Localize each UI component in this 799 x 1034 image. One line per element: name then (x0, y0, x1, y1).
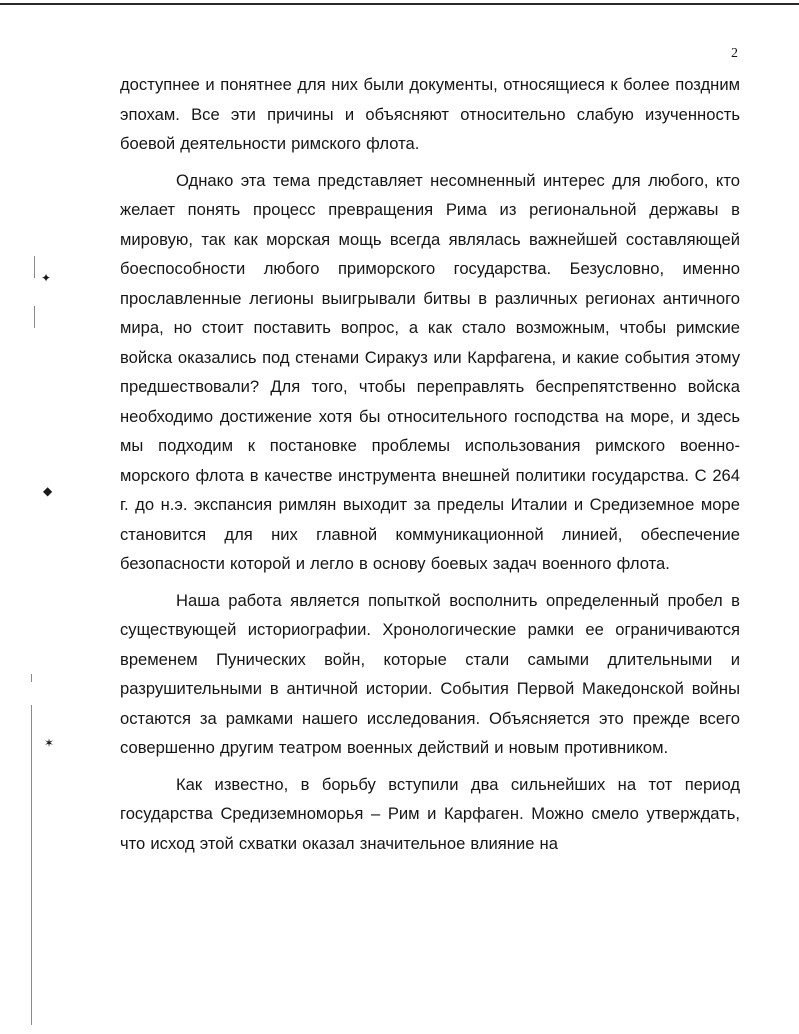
scan-margin-line (34, 256, 35, 278)
paragraph-continued: доступнее и понятнее для них были документы, относящиеся к более поздним эпохам. Все эти причины и объясняют относительно слабую изученность боевой деятельности римского флота. (120, 75, 740, 153)
document-body (120, 70, 740, 858)
scan-margin-line (34, 306, 35, 328)
paragraph: Как известно, в борьбу вступили два сильнейших на тот период государства Средиземноморья – Рим и Карфаген. Можно смело утверждать, что исход этой схватки оказал значительное влияние на (120, 774, 740, 853)
scan-artifact-mark: ✶ (44, 736, 55, 750)
top-border-line (0, 3, 799, 5)
scan-margin-line (31, 674, 32, 682)
scan-artifact-mark: ◆ (43, 484, 53, 498)
paragraph: Наша работа является попыткой восполнить определенный пробел в существующей историографии. Хронологические рамки ее ограничиваются временем Пунических войн, которые стали самыми длительными и разрушительными в античной истории. События Первой Македонской войны остаются за рамками нашего исследования. Объясняется это прежде всего совершенно другим театром военных действий и новым противником. (120, 590, 740, 757)
scan-artifact-mark: ✦ (41, 271, 52, 285)
scan-margin-line (31, 705, 32, 1025)
page-number: 2 (731, 46, 738, 61)
paragraph: Однако эта тема представляет несомненный интерес для любого, кто желает понять процесс превращения Рима из региональной державы в мировую, так как морская мощь всегда являлась важнейшей составляющей боеспособности любого приморского государства. Безусловно, именно прославленные легионы выигрывали битвы в различных регионах античного мира, но стоит поставить вопрос, а как стало возможным, чтобы римские войска оказались под стенами Сиракуз или Карфагена, и какие события этому предшествовали? Для того, чтобы переправлять беспрепятственно войска необходимо достижение хотя бы относительного господства на море, и здесь мы подходим к постановке проблемы использования римского военно-морского флота в качестве инструмента внешней политики государства. С 264 г. до н.э. экспансия римлян выходит за пределы Италии и Средиземное море становится для них главной коммуникационной линией, обеспечение безопасности которой и легло в основу боевых задач военного флота. (120, 170, 740, 573)
